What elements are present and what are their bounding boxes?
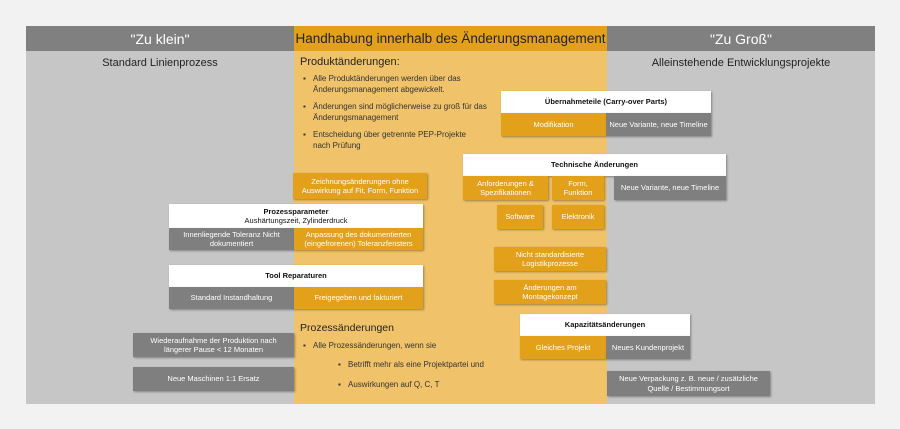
produkt-title: Produktänderungen: <box>300 56 400 68</box>
technisch-elektronik: Elektronik <box>552 205 604 229</box>
technisch-right: Neue Variante, neue Timeline <box>614 176 726 200</box>
montage-box: Änderungen am Montagekonzept <box>494 280 606 304</box>
tool-reparaturen-right: Freigegeben und fakturiert <box>294 287 423 309</box>
kapazitaet-header: Kapazitätsänderungen <box>520 314 690 336</box>
subheader-left: Standard Linienprozess <box>102 57 218 69</box>
header-aenderungsmanagement: Handhabung innerhalb des Änderungsmanagement <box>294 26 607 51</box>
produkt-bullet-2: ▪ Änderungen sind möglicherweise zu groß für das Änderungsmanagement <box>303 102 487 122</box>
prozessparameter-left: Innenliegende Toleranz Nicht dokumentiert <box>169 228 294 250</box>
prozess-bullet-text: Alle Prozessänderungen, wenn sie <box>313 341 437 350</box>
neue-maschinen-box: Neue Maschinen 1:1 Ersatz <box>133 367 294 391</box>
carryover-header: Übernahmeteile (Carry-over Parts) <box>501 91 711 113</box>
technisch-anforderungen: Anforderungen & Spezifikationen <box>463 176 548 200</box>
carryover-right: Neue Variante, neue Timeline <box>606 113 711 136</box>
prozess-sub-bullet-2: ▪ Auswirkungen auf Q, C, T <box>338 380 440 389</box>
header-zu-gross: "Zu Groß" <box>607 26 875 51</box>
technisch-header: Technische Änderungen <box>463 154 726 176</box>
prozess-bullet: ▪ Alle Prozessänderungen, wenn sie <box>303 341 437 350</box>
zeichnungsaenderungen-box: Zeichnungsänderungen ohne Auswirkung auf Fit, Form, Funktion <box>293 173 427 199</box>
produkt-bullet-1: ▪ Alle Produktänderungen werden über das Änderungsmanagement abgewickelt. <box>303 74 461 94</box>
carryover-left: Modifikation <box>501 113 606 136</box>
prozessparameter-right: Anpassung des dokumentierten (eingefrorenen) Toleranzfensters <box>294 228 423 250</box>
kapazitaet-left: Gleiches Projekt <box>520 336 606 359</box>
prozess-title: Prozessänderungen <box>300 322 394 334</box>
prozessparameter-title: Prozessparameter <box>263 206 329 216</box>
technisch-form-funktion: Form, Funktion <box>552 176 604 200</box>
prozess-sub-bullet-1-text: Betrifft mehr als eine Projektpartei und <box>348 360 484 369</box>
prozessparameter-header <box>169 204 423 228</box>
tool-reparaturen-left: Standard Instandhaltung <box>169 287 294 309</box>
verpackung-box: Neue Verpackung z. B. neue / zusätzliche Quelle / Bestimmungsort <box>607 371 770 396</box>
header-zu-klein: "Zu klein" <box>26 26 294 51</box>
produkt-bullet-1-text: Alle Produktänderungen werden über das Änderungsmanagement abgewickelt. <box>313 74 461 94</box>
produkt-bullet-2-text: Änderungen sind möglicherweise zu groß für das Änderungsmanagement <box>313 102 487 122</box>
wiederaufnahme-box: Wiederaufnahme der Produktion nach längerer Pause < 12 Monaten <box>133 333 294 357</box>
subheader-right: Alleinstehende Entwicklungsprojekte <box>651 57 831 69</box>
technisch-software: Software <box>497 205 543 229</box>
produkt-bullet-3-text: Entscheidung über getrennte PEP-Projekte nach Prüfung <box>313 130 466 150</box>
tool-reparaturen-header: Tool Reparaturen <box>169 265 423 287</box>
prozess-sub-bullet-1: ▪ Betrifft mehr als eine Projektpartei und <box>338 360 484 369</box>
prozessparameter-subtitle: Aushärtungszeit, Zylinderdruck <box>244 216 348 225</box>
kapazitaet-right: Neues Kundenprojekt <box>606 336 690 359</box>
prozess-sub-bullet-2-text: Auswirkungen auf Q, C, T <box>348 380 440 389</box>
logistik-box: Nicht standardisierte Logistikprozesse <box>494 247 606 271</box>
produkt-bullet-3: ▪ Entscheidung über getrennte PEP-Projekte nach Prüfung <box>303 130 466 150</box>
